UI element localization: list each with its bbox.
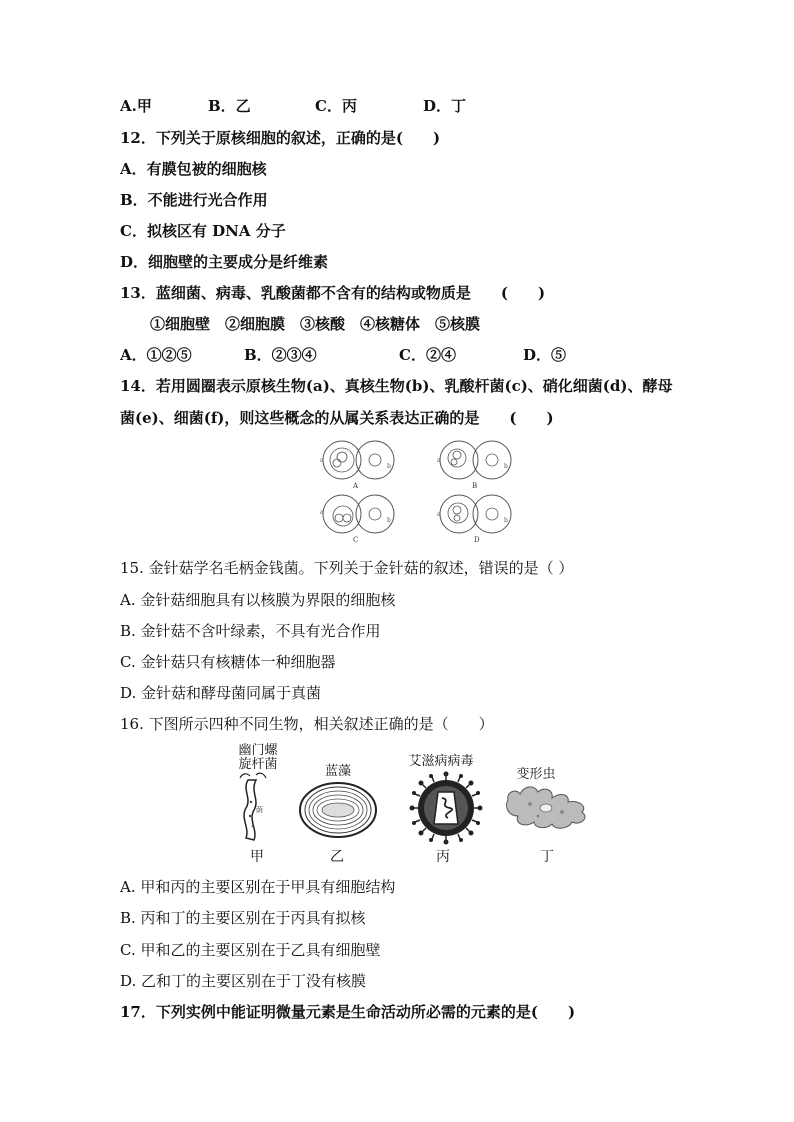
svg-text:b: b	[387, 463, 391, 470]
organism-yi-label: 乙	[330, 849, 344, 865]
hiv-virus-illustration	[408, 770, 484, 846]
q14-stem-line2: 菌(e)、细菌(f)，则这些概念的从属关系表达正确的是 ( )	[120, 409, 554, 427]
q12-option-d: D．细胞壁的主要成分是纤维素	[120, 253, 329, 271]
venn-diagram-b	[432, 440, 517, 490]
amoeba-illustration	[502, 782, 592, 834]
q12-stem: 12．下列关于原核细胞的叙述，正确的是( )	[120, 129, 441, 147]
venn-diagram-c	[315, 494, 400, 544]
q13-stem: 13．蓝细菌、病毒、乳酸菌都不含有的结构或物质是 ( )	[120, 284, 546, 302]
q13-items: ①细胞壁 ②细胞膜 ③核酸 ④核糖体 ⑤核膜	[150, 315, 481, 333]
organism-bing-label: 丙	[436, 849, 450, 865]
helicobacter-illustration	[236, 772, 276, 842]
venn-d-label: D	[474, 536, 480, 544]
q11-option-c: C．丙	[315, 97, 357, 115]
q15-option-b: B. 金针菇不含叶绿素，不具有光合作用	[120, 622, 381, 640]
q16-option-d: D. 乙和丁的主要区别在于丁没有核膜	[120, 972, 367, 990]
q13-option-c: C．②④	[399, 346, 456, 364]
q15-option-a: A. 金针菇细胞具有以核膜为界限的细胞核	[120, 591, 396, 609]
svg-text:b: b	[387, 517, 391, 524]
q16-stem: 16. 下图所示四种不同生物，相关叙述正确的是（ ）	[120, 715, 494, 733]
venn-a-label: A	[353, 482, 359, 490]
q17-stem: 17．下列实例中能证明微量元素是生命活动所必需的元素的是( )	[120, 1003, 576, 1021]
q12-option-b: B．不能进行光合作用	[120, 191, 268, 209]
q12-option-a: A．有膜包被的细胞核	[120, 160, 267, 178]
q16-option-b: B. 丙和丁的主要区别在于丙具有拟核	[120, 909, 366, 927]
q12-option-c: C．拟核区有 DNA 分子	[120, 222, 286, 240]
q13-option-a: A．①②⑤	[120, 346, 192, 364]
organism-jia-name	[234, 744, 282, 772]
svg-text:b: b	[504, 463, 508, 470]
q16-option-c: C. 甲和乙的主要区别在于乙具有细胞壁	[120, 941, 381, 959]
venn-b-label: B	[472, 482, 478, 490]
venn-c-label: C	[353, 536, 359, 544]
cyanobacteria-illustration	[298, 780, 378, 840]
organism-ding-name: 变形虫	[516, 767, 556, 782]
q15-stem: 15. 金针菇学名毛柄金钱菌。下列关于金针菇的叙述，错误的是（ ）	[120, 559, 574, 577]
q11-option-a: A.甲	[120, 97, 152, 115]
organism-yi-name: 蓝藻	[324, 764, 351, 779]
q15-option-c: C. 金针菇只有核糖体一种细胞器	[120, 653, 336, 671]
organism-jia-name-line1: 幽门螺	[238, 743, 278, 758]
svg-text:a: a	[437, 511, 441, 518]
q13-option-d: D．⑤	[523, 346, 567, 364]
q11-option-b: B．乙	[208, 97, 251, 115]
venn-diagram-d	[432, 494, 517, 544]
organism-jia-label: 甲	[250, 849, 264, 865]
venn-diagram-a	[315, 440, 400, 490]
svg-text:a: a	[320, 457, 324, 464]
svg-text:b: b	[504, 517, 508, 524]
q11-option-d: D．丁	[423, 97, 467, 115]
svg-text:a: a	[437, 457, 441, 464]
svg-text:a: a	[320, 509, 324, 516]
organism-bing-name: 艾滋病病毒	[408, 754, 474, 769]
organism-ding-label: 丁	[540, 849, 554, 865]
svg-text:荫: 荫	[256, 806, 263, 814]
q16-option-a: A. 甲和丙的主要区别在于甲具有细胞结构	[120, 878, 396, 896]
q15-option-d: D. 金针菇和酵母菌同属于真菌	[120, 684, 322, 702]
q14-stem-line1: 14．若用圆圈表示原核生物(a)、真核生物(b)、乳酸杆菌(c)、硝化细菌(d)、酵母	[120, 377, 673, 395]
q13-option-b: B．②③④	[244, 346, 317, 364]
organism-jia-name-line2: 旋杆菌	[238, 757, 278, 772]
